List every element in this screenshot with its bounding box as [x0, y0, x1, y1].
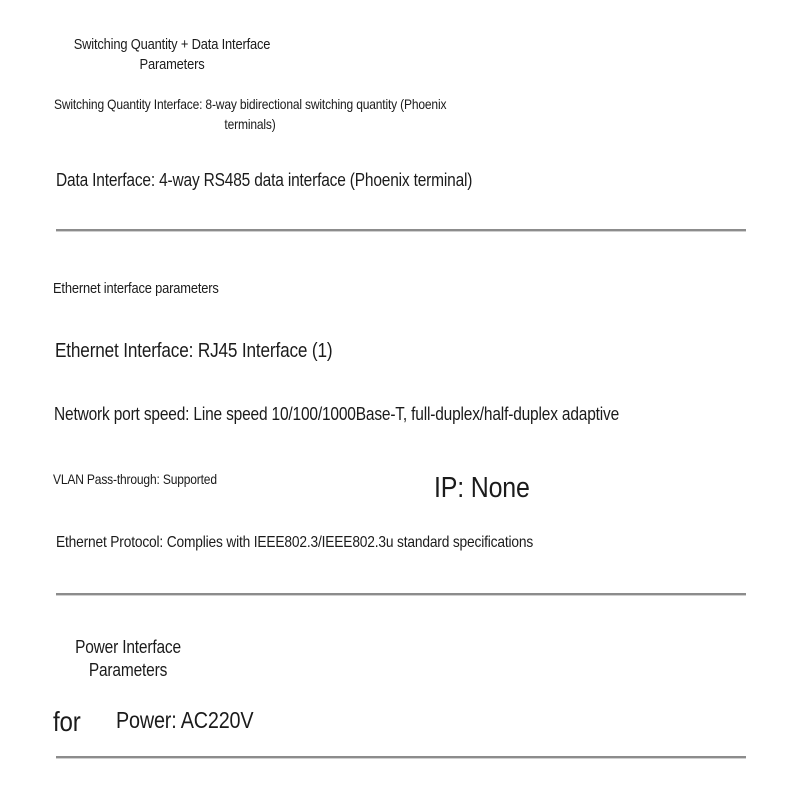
power-heading-line2: Parameters	[88, 660, 168, 680]
data-interface-text: Data Interface: 4-way RS485 data interface (Phoenix terminal)	[56, 170, 473, 190]
switching-heading-line2: Parameters	[139, 56, 205, 73]
power-for-label: for	[53, 706, 81, 737]
switching-interface-text: Switching Quantity Interface: 8-way bidirectional switching quantity (Phoenix	[54, 96, 447, 112]
section-divider	[56, 756, 746, 759]
ethernet-interface-text: Ethernet Interface: RJ45 Interface (1)	[55, 340, 333, 362]
ethernet-protocol-text: Ethernet Protocol: Complies with IEEE802.3/IEEE802.3u standard specifications	[56, 534, 534, 551]
power-heading-line1: Power Interface	[75, 637, 181, 657]
switching-heading-line1: Switching Quantity + Data Interface	[73, 36, 271, 53]
section-divider	[56, 229, 746, 232]
power-text: Power: AC220V	[116, 707, 254, 733]
ip-text: IP: None	[434, 472, 530, 504]
vlan-passthrough-text: VLAN Pass-through: Supported	[53, 471, 217, 487]
switching-interface-text-cont: terminals)	[224, 116, 276, 132]
network-port-speed-text: Network port speed: Line speed 10/100/1000Base-T, full-duplex/half-duplex adaptive	[54, 404, 620, 424]
ethernet-heading: Ethernet interface parameters	[53, 280, 219, 297]
section-divider	[56, 593, 746, 596]
